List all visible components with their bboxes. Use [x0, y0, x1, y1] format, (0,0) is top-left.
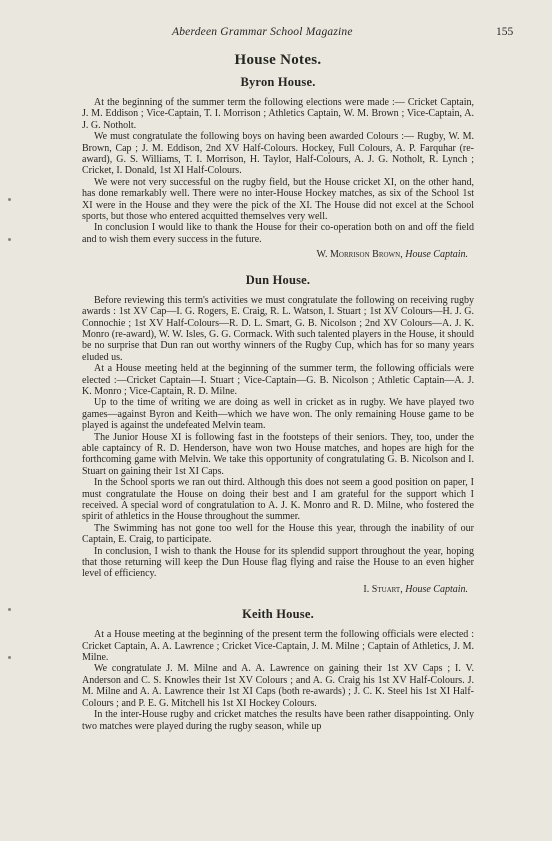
section-byron-house [82, 75, 474, 261]
paragraph: At a House meeting at the beginning of the present term the following officials were elected : Cricket Captain, A. A. Lawrence ; Cricket Vice-Captain, J. M. Milne ; Captain of Athletics, J. M. Milne. [82, 629, 474, 664]
paragraph: The Junior House XI is following fast in the footsteps of their seniors. They, too, under the able captaincy of R. D. Henderson, have won two House matches, and hopes are high for the forthcoming game with Melvin. We take this opportunity of congratulating G. B. Nicolson and I. Stuart on gaining their 1st XI Caps. [82, 431, 474, 477]
paragraph: In the School sports we ran out third. Although this does not seem a good position on paper, I must congratulate the House on doing their best and I am grateful for the support which I received. A special word of congratulation to A. J. K. Monro and R. D. Milne, who fostered the spirit of athletics in the House throughout the summer. [82, 477, 474, 523]
signature [82, 584, 474, 595]
margin-mark [8, 198, 11, 201]
paragraph: In conclusion, I wish to thank the House for its splendid support throughout the year, hoping that those returning will keep the Dun House flag flying and raise the House to an even higher level of efficiency. [82, 545, 474, 580]
running-head: Aberdeen Grammar School Magazine [172, 26, 353, 38]
signature-name: W. Morrison Brown, [316, 249, 403, 261]
margin-mark [8, 608, 11, 611]
margin-mark [8, 656, 11, 659]
paragraph: In conclusion I would like to thank the House for their co-operation both on and off the field and to wish them every success in the future. [82, 222, 474, 245]
paragraph: We must congratulate the following boys on having been awarded Colours :— Rugby, W. M. Brown, Cap ; J. M. Eddison, 2nd XV Half-Colours. Hockey, Full Colours, A. P. Farquhar (re-award), G. S. Williams, T. I. Morrison, H. Taylor, Half-Colours, A. J. G. Notholt, R. Lynch ; Cricket, I. Donald, 1st XI Half-Colours. [82, 131, 474, 177]
section-heading: Keith House. [242, 607, 314, 622]
signature [82, 249, 474, 260]
page-header [0, 26, 552, 42]
paragraph: We were not very successful on the rugby field, but the House cricket XI, on the other hand, has done remarkably well. There were no inter-House Hockey matches, as six of the School 1st XI were in the House and they were the pick of the XI. The House did not excel at the School sports, but those who entered acquitted themselves very well. [82, 176, 474, 223]
section-keith-house [82, 607, 474, 732]
section-heading: Byron House. [240, 75, 316, 89]
signature-role: House Captain. [405, 249, 468, 261]
paragraph: In the inter-House rugby and cricket matches the results have been rather disappointing. Only two matches were played during the rugby season, while up [82, 709, 474, 732]
page-number: 155 [496, 26, 514, 38]
paragraph: Up to the time of writing we are doing as well in cricket as in rugby. We have played two games—against Byron and Keith—which we have won. The only remaining House game to be played is against the undefeated Melvin team. [82, 397, 474, 432]
paragraph: Before reviewing this term's activities we must congratulate the following on receiving rugby awards : 1st XV Cap—I. G. Rogers, E. Craig, R. L. Watson, I. Stuart ; 1st XV Colours—H. J. G. Connochie ; 1st XV Half-Colours—R. D. L. Smart, G. B. Nicolson ; 2nd XV Colours—A. J. K. Monro (re-award), W. W. Isles, G. G. Cormack. With such talented players in the House, it should be no surprise that Dun ran out worthy winners of the Rugby Cup, which has for so many years eluded us. [82, 294, 474, 363]
signature-name: I. Stuart, [363, 583, 403, 595]
paragraph: The Swimming has not gone too well for the House this year, through the inability of our Captain, E. Craig, to participate. [82, 522, 474, 546]
section-heading: Dun House. [245, 272, 311, 287]
paragraph: At a House meeting held at the beginning of the summer term, the following officials were elected :—Cricket Captain—I. Stuart ; Vice-Captain—G. B. Nicolson ; Athletic Captain—A. J. K. Monro ; Vice-Captain, R. D. Milne. [82, 363, 474, 397]
signature-role: House Captain. [405, 583, 468, 595]
article-title: House Notes. [234, 52, 322, 68]
paragraph: At the beginning of the summer term the following elections were made :— Cricket Captain, J. M. Eddison ; Vice-Captain, T. I. Morrison ; Athletics Captain, W. M. Brown ; Vice-Captain, A. J. G. Notholt. [82, 97, 474, 131]
article-body [82, 52, 474, 744]
margin-mark [8, 238, 11, 241]
section-dun-house [82, 273, 474, 596]
paragraph: We congratulate J. M. Milne and A. A. Lawrence on gaining their 1st XV Caps ; I. V. Anderson and C. S. Knowles their 1st XV Colours ; and A. G. Craig his 1st XV Half-Colours. J. M. Milne and A. A. Lawrence their 1st XI Caps (both re-awards) ; J. C. K. Steel his 1st XI Half-Colours ; and P. E. G. Mitchell his 1st XI Hockey Colours. [82, 663, 474, 709]
